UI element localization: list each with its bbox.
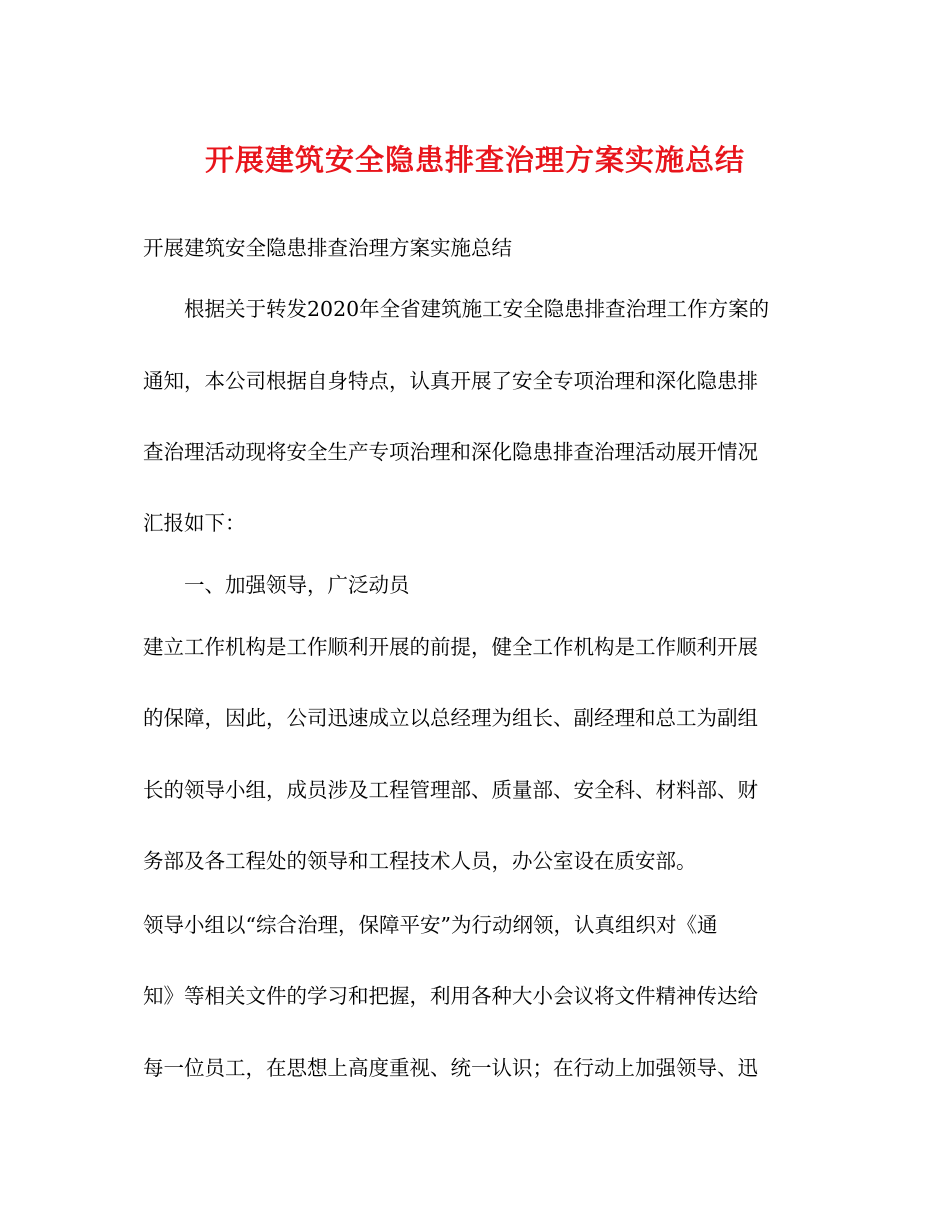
subtitle-line: 开展建筑安全隐患排查治理方案实施总结 xyxy=(143,236,512,260)
paragraph-line: 每一位员工，在思想上高度重视、统一认识；在行动上加强领导、迅 xyxy=(143,1056,758,1080)
paragraph-line: 汇报如下： xyxy=(143,511,246,535)
document-title: 开展建筑安全隐患排查治理方案实施总结 xyxy=(204,143,745,177)
paragraph-line: 的保障，因此，公司迅速成立以总经理为组长、副经理和总工为副组 xyxy=(143,706,758,730)
paragraph-line: 务部及各工程处的领导和工程技术人员，办公室设在质安部。 xyxy=(143,849,697,873)
paragraph-line: 通知，本公司根据自身特点，认真开展了安全专项治理和深化隐患排 xyxy=(143,369,758,393)
paragraph-line: 建立工作机构是工作顺利开展的前提，健全工作机构是工作顺利开展 xyxy=(143,635,758,659)
paragraph-line: 长的领导小组，成员涉及工程管理部、质量部、安全科、材料部、财 xyxy=(143,778,758,802)
paragraph-line: 领导小组以“综合治理，保障平安”为行动纲领，认真组织对《通 xyxy=(143,913,718,937)
section-heading: 一、加强领导，广泛动员 xyxy=(184,573,410,597)
paragraph-line: 根据关于转发2020年全省建筑施工安全隐患排查治理工作方案的 xyxy=(184,297,770,321)
paragraph-line: 知》等相关文件的学习和把握，利用各种大小会议将文件精神传达给 xyxy=(143,984,758,1008)
paragraph-line: 查治理活动现将安全生产专项治理和深化隐患排查治理活动展开情况 xyxy=(143,440,758,464)
